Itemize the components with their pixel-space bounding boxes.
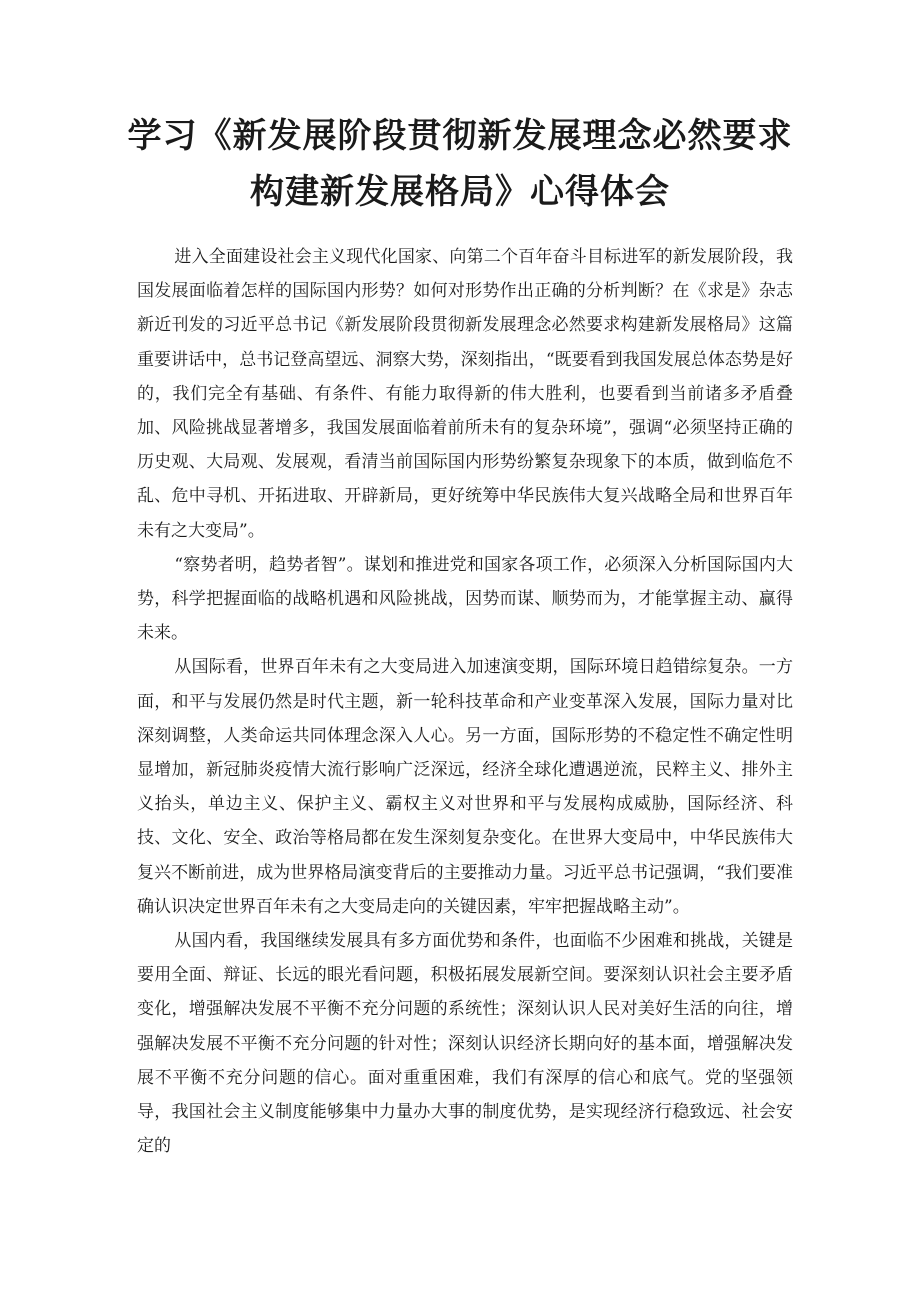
document-body: [137, 240, 793, 1163]
paragraph: 进入全面建设社会主义现代化国家、向第二个百年奋斗目标进军的新发展阶段，我国发展面临着怎样的国际国内形势？如何对形势作出正确的分析判断？在《求是》杂志新近刊发的习近平总书记《新发展阶段贯彻新发展理念必然要求构建新发展格局》这篇重要讲话中，总书记登高望远、洞察大势，深刻指出，“既要看到我国发展总体态势是好的，我们完全有基础、有条件、有能力取得新的伟大胜利，也要看到当前诸多矛盾叠加、风险挑战显著增多，我国发展面临着前所未有的复杂环境”，强调“必须坚持正确的历史观、大局观、发展观，看清当前国际国内形势纷繁复杂现象下的本质，做到临危不乱、危中寻机、开拓进取、开辟新局，更好统筹中华民族伟大复兴战略全局和世界百年未有之大变局”。: [137, 247, 793, 541]
paragraph: “察势者明，趋势者智”。谋划和推进党和国家各项工作，必须深入分析国际国内大势，科学把握面临的战略机遇和风险挑战，因势而谋、顺势而为，才能掌握主动、赢得未来。: [137, 554, 793, 644]
title-line-2: 构建新发展格局》心得体会: [250, 172, 670, 212]
title-line-1: 学习《新发展阶段贯彻新发展理念必然要求: [127, 116, 793, 156]
paragraph: 从国际看，世界百年未有之大变局进入加速演变期，国际环境日趋错综复杂。一方面，和平与发展仍然是时代主题，新一轮科技革命和产业变革深入发展，国际力量对比深刻调整，人类命运共同体理念深入人心。另一方面，国际形势的不稳定性不确定性明显增加，新冠肺炎疫情大流行影响广泛深远，经济全球化遭遇逆流，民粹主义、排外主义抬头，单边主义、保护主义、霸权主义对世界和平与发展构成威胁，国际经济、科技、文化、安全、政治等格局都在发生深刻复杂变化。在世界大变局中，中华民族伟大复兴不断前进，成为世界格局演变背后的主要推动力量。习近平总书记强调，“我们要准确认识决定世界百年未有之大变局走向的关键因素，牢牢把握战略主动”。: [137, 657, 793, 917]
document-title: [100, 108, 820, 220]
paragraph: 从国内看，我国继续发展具有多方面优势和条件，也面临不少困难和挑战，关键是要用全面、辩证、长远的眼光看问题，积极拓展发展新空间。要深刻认识社会主要矛盾变化，增强解决发展不平衡不充分问题的系统性；深刻认识人民对美好生活的向往，增强解决发展不平衡不充分问题的针对性；深刻认识经济长期向好的基本面，增强解决发展不平衡不充分问题的信心。面对重重困难，我们有深厚的信心和底气。党的坚强领导，我国社会主义制度能够集中力量办大事的制度优势，是实现经济行稳致远、社会安定的: [137, 931, 793, 1157]
